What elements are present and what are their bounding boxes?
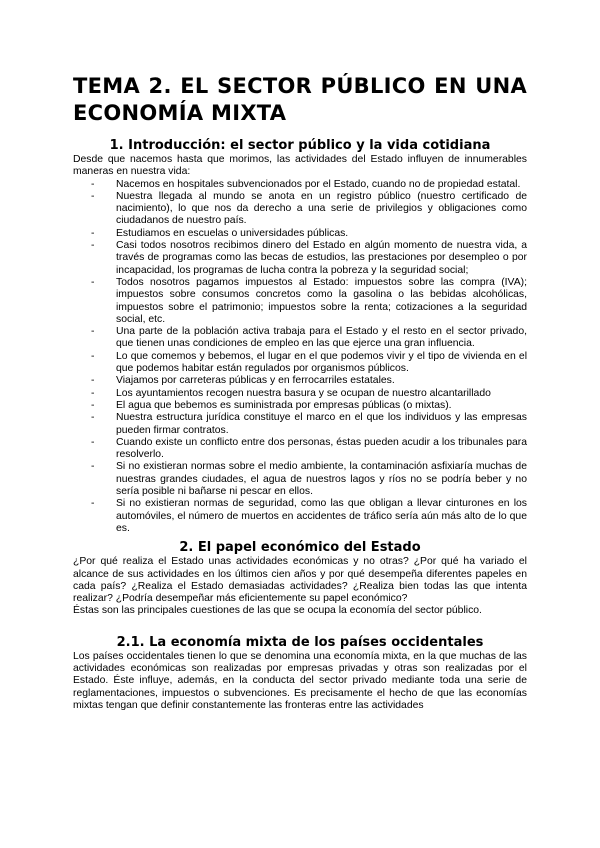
bullet-list: [73, 179, 527, 536]
section-heading-papel-economico: 2. El papel económico del Estado: [179, 540, 421, 556]
list-item: [73, 400, 527, 412]
list-item-text: Nacemos en hospitales subvencionados por el Estado, cuando no de propiedad estatal.: [116, 178, 521, 190]
bullet-dash: -: [91, 240, 95, 252]
list-item: [73, 498, 527, 535]
list-item: [73, 375, 527, 387]
list-item-text: Una parte de la población activa trabaja para el Estado y el resto en el sector privado, que tienen unas condiciones de empleo en las que ejerce una gran influencia.: [116, 326, 527, 350]
document-title-line1: TEMA 2. EL SECTOR PÚBLICO EN UNA: [73, 74, 527, 98]
list-item: [73, 191, 527, 228]
list-item-text: Cuando existe un conflicto entre dos personas, éstas pueden acudir a los tribunales para resolverlo.: [116, 436, 527, 461]
list-item: [73, 461, 527, 498]
list-item: [73, 351, 527, 376]
bullet-dash: -: [91, 375, 95, 387]
document-title: [73, 0, 527, 127]
bullet-dash: -: [91, 412, 95, 424]
bullet-dash: -: [91, 178, 95, 190]
list-item: [73, 179, 527, 191]
bullet-dash: -: [91, 461, 95, 473]
section2-paragraph-summary: Éstas son las principales cuestiones de las que se ocupa la economía del sector público.: [73, 605, 482, 617]
list-item-text: El agua que bebemos es suministrada por empresas públicas (o mixtas).: [116, 399, 452, 411]
bullet-dash: -: [91, 350, 95, 362]
section-intro-paragraph: Desde que nacemos hasta que morimos, las actividades del Estado influyen de innumerables maneras en nuestra vida:: [73, 154, 527, 178]
list-item-text: Si no existieran normas sobre el medio ambiente, la contaminación asfixiaría muchas de nuestras grandes ciudades, el agua de nuestros lagos y ríos no se podría beber y no sería posible ni bañarse ni pescar en ellos.: [116, 461, 527, 498]
list-item-text: Los ayuntamientos recogen nuestra basura y se ocupan de nuestro alcantarillado: [116, 387, 491, 399]
list-item-text: Nuestra estructura jurídica constituye el marco en el que los individuos y las empresas pueden firmar contratos.: [116, 412, 527, 436]
bullet-dash: -: [91, 399, 95, 411]
list-item-text: Todos nosotros pagamos impuestos al Estado: impuestos sobre las compra (IVA); impuestos sobre consumos concretos como la gasolina o las bebidas alcohólicas, impuestos sobre el patrimonio; impuestos sobre la renta; cotizaciones a la seguridad social, etc.: [116, 276, 527, 325]
list-item: [73, 326, 527, 351]
bullet-dash: -: [91, 498, 95, 510]
list-item: [73, 240, 527, 277]
list-item: [73, 277, 527, 326]
section2-paragraph-questions: ¿Por qué realiza el Estado unas actividades económicas y no otras? ¿Por qué ha variado el alcance de sus actividades en los últimos cien años y por qué desempeña diferentes papeles en cada país? ¿Realiza el Estado demasiadas actividades? ¿Realiza bien todas las que intenta realizar? ¿Podría desempeñar más eficientemente su papel económico?: [73, 556, 527, 605]
list-item: [73, 437, 527, 462]
list-item-text: Lo que comemos y bebemos, el lugar en el que podemos vivir y el tipo de vivienda en el que podemos habitar están regulados por organismos públicos.: [116, 350, 527, 375]
list-item-text: Si no existieran normas de seguridad, como las que obligan a llevar cinturones en los automóviles, el número de muertos en accidentes de tráfico sería aún más alto de lo que es.: [116, 498, 527, 534]
list-item-text: Estudiamos en escuelas o universidades públicas.: [116, 227, 349, 239]
list-item-text: Nuestra llegada al mundo se anota en un registro público (nuestro certificado de nacimiento), lo que nos da derecho a una serie de privilegios y obligaciones como ciudadanos de nuestro país.: [116, 190, 527, 227]
bullet-dash: -: [91, 276, 95, 288]
bullet-dash: -: [91, 190, 95, 202]
document-title-line2: ECONOMÍA MIXTA: [73, 101, 287, 125]
list-item: [73, 388, 527, 400]
bullet-dash: -: [91, 227, 95, 239]
section-heading-economia-mixta: 2.1. La economía mixta de los países occidentales: [116, 634, 484, 650]
section-heading-introduccion: 1. Introducción: el sector público y la vida cotidiana: [109, 138, 491, 153]
list-item-text: Viajamos por carreteras públicas y en ferrocarriles estatales.: [116, 375, 395, 387]
bullet-dash: -: [91, 326, 95, 338]
list-item: [73, 228, 527, 240]
list-item: [73, 412, 527, 437]
bullet-dash: -: [91, 387, 95, 399]
list-item-text: Casi todos nosotros recibimos dinero del Estado en algún momento de nuestra vida, a través de programas como las becas de estudios, las prestaciones por desempleo o por incapacidad, los programas de lucha contra la pobreza y la seguridad social;: [116, 240, 527, 276]
bullet-dash: -: [91, 436, 95, 448]
section2-1-paragraph: Los países occidentales tienen lo que se denomina una economía mixta, en la que muchas de las actividades económicas son realizadas por empresas privadas y otras son realizadas por el Estado. Éste influye, además, en la conducta del sector privado mediante toda una serie de reglamentaciones, impuestos o subvenciones. Es precisamente el hecho de que las economías mixtas tengan que definir constantemente las fronteras entre las actividades: [73, 650, 527, 711]
